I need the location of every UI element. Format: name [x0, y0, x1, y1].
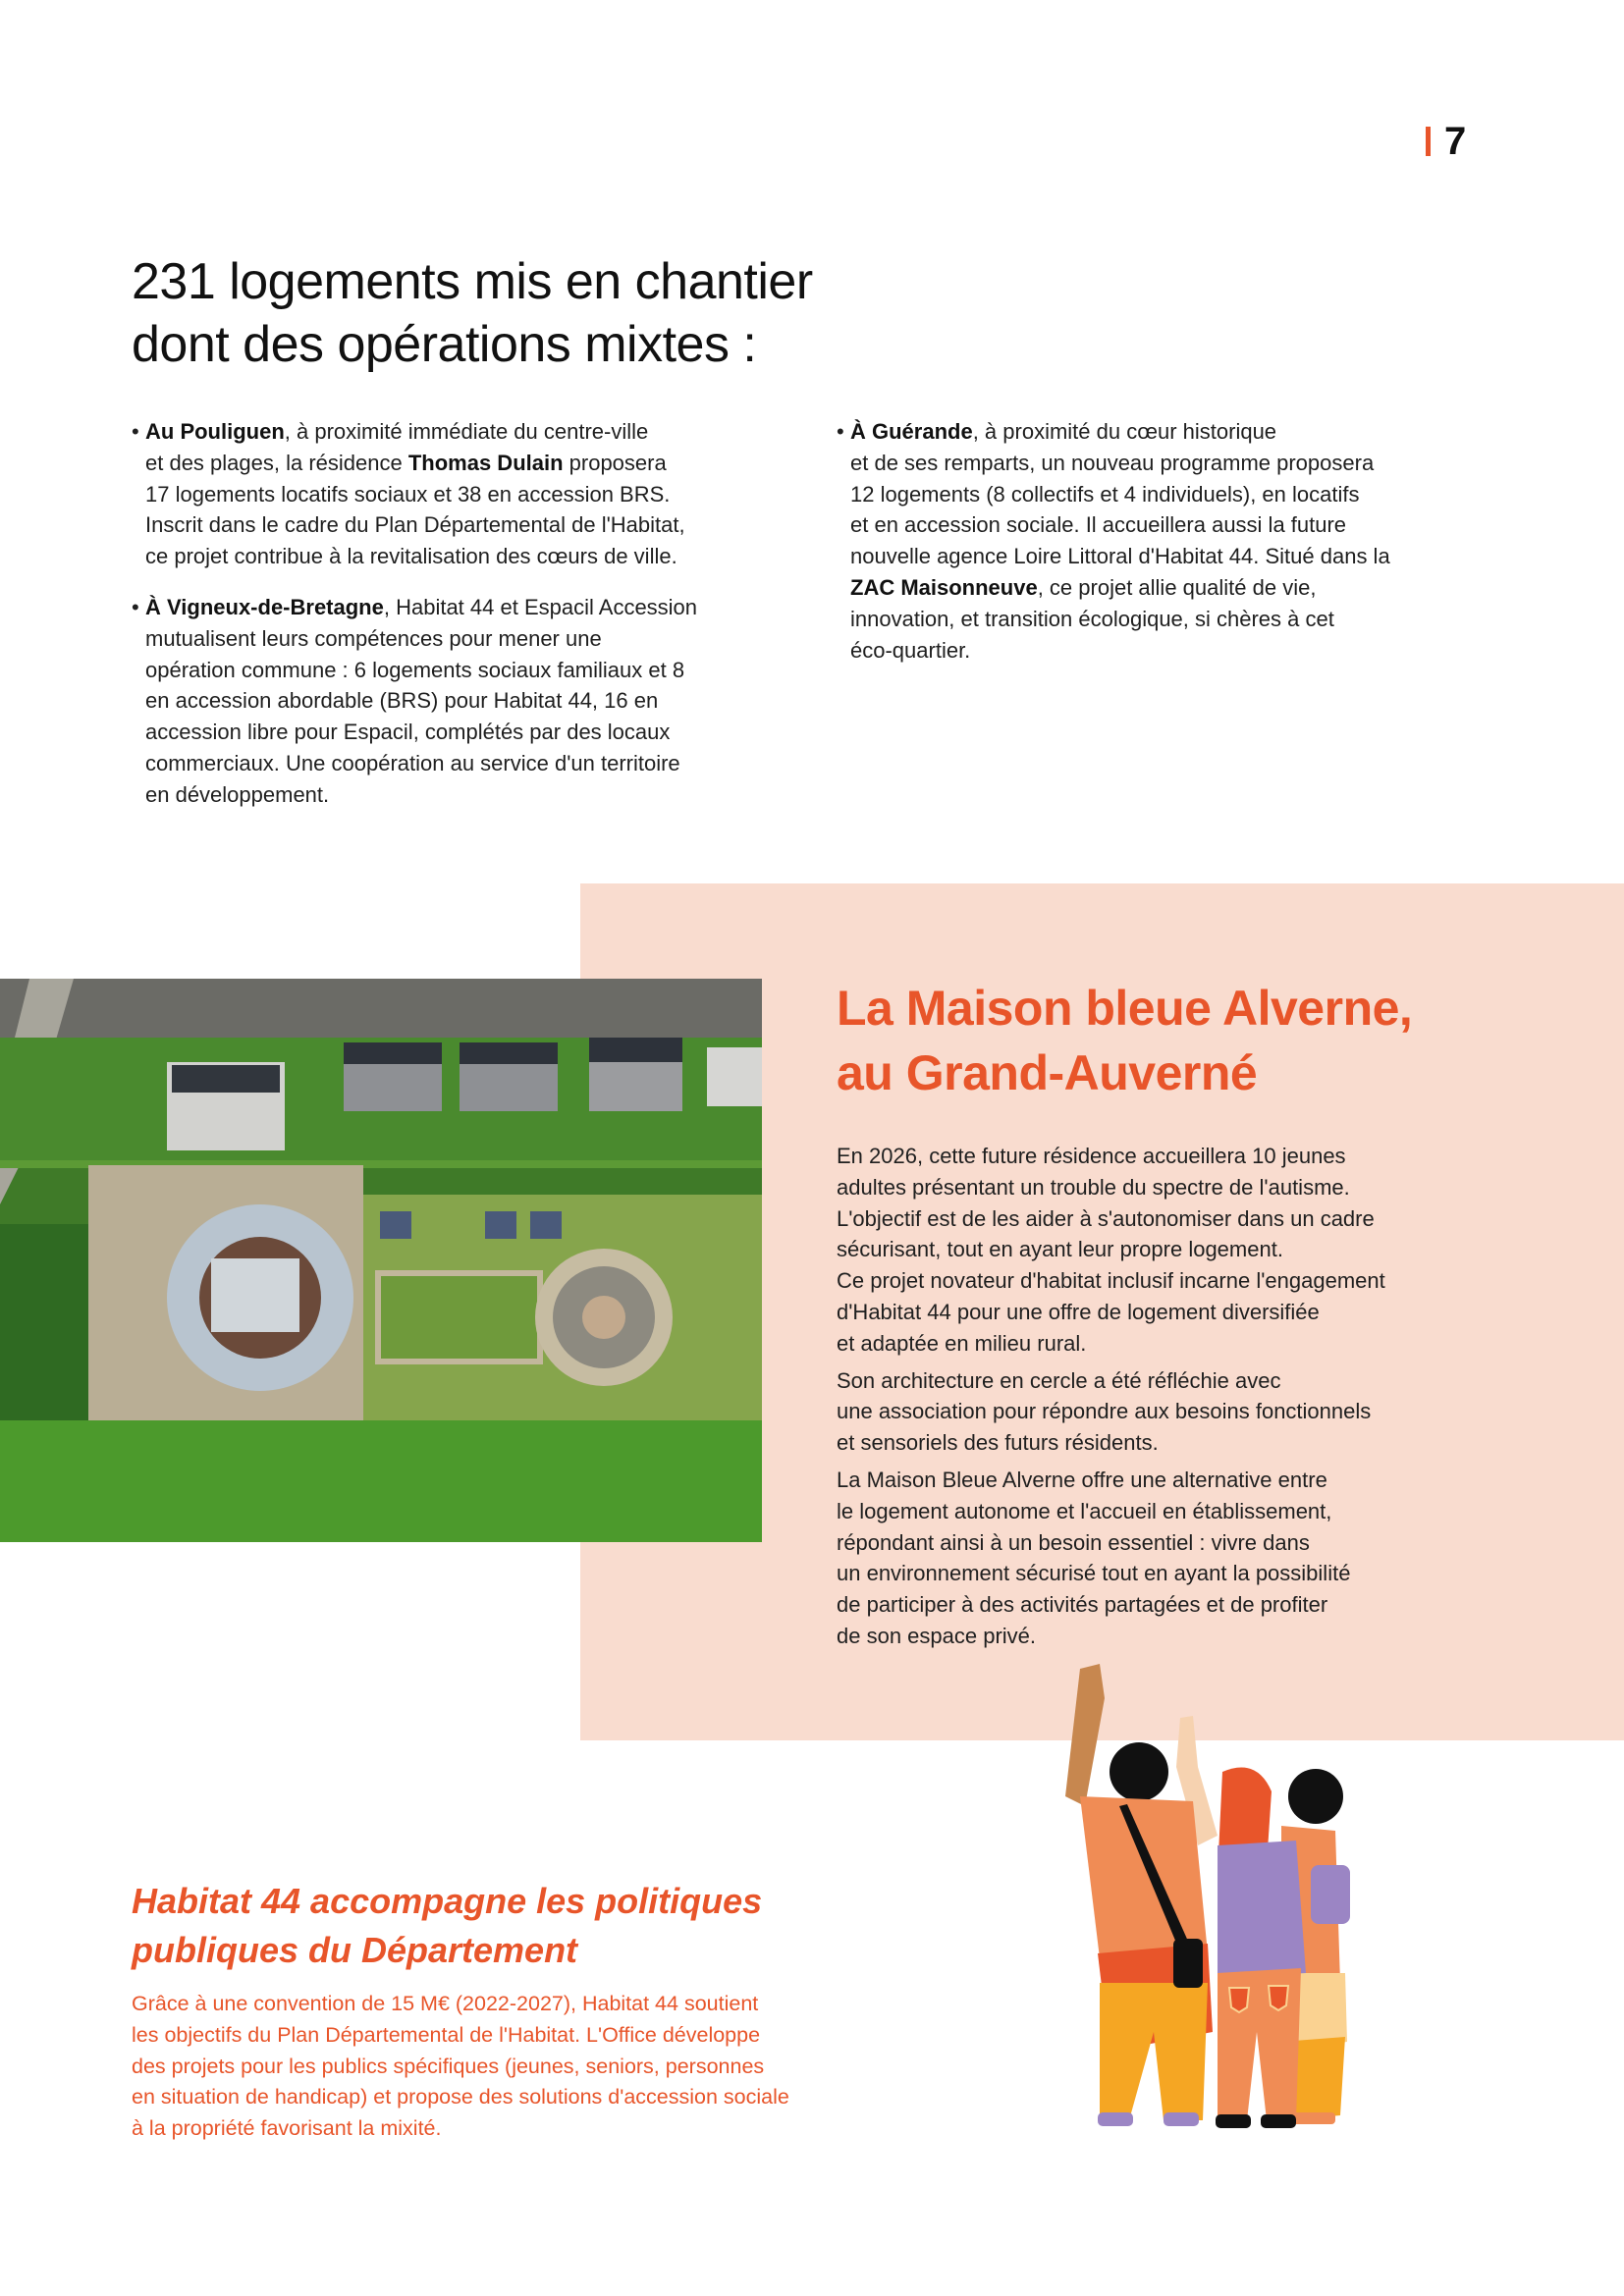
maison-line: de son espace privé.: [837, 1623, 1037, 1648]
bullet-dot: •: [132, 419, 139, 444]
bullet-line: [850, 479, 1475, 510]
department-line: à la propriété favorisant la mixité.: [132, 2116, 442, 2141]
bullet-text: opération commune : 6 logements sociaux familiaux et 8: [145, 657, 685, 682]
maison-line: le logement autonome et l'accueil en établissement,: [837, 1498, 1332, 1523]
bullet-item: [132, 416, 780, 572]
bullet-line: [850, 416, 1475, 448]
maison-line: L'objectif est de les aider à s'autonomiser dans un cadre: [837, 1205, 1375, 1231]
main-title-line: 231 logements mis en chantier: [132, 253, 813, 310]
bullet-line: [850, 509, 1475, 541]
bullet-text: en développement.: [145, 781, 330, 807]
department-line: Grâce à une convention de 15 M€ (2022-2027), Habitat 44 soutient: [132, 1992, 759, 2015]
maison-line: et sensoriels des futurs résidents.: [837, 1430, 1159, 1456]
department-line: des projets pour les publics spécifiques (jeunes, seniors, personnes: [132, 2054, 765, 2078]
bullet-line: [145, 509, 780, 541]
maison-line: La Maison Bleue Alverne offre une alternative entre: [837, 1467, 1327, 1492]
bullet-text: commerciaux. Une coopération au service d'un territoire: [145, 750, 680, 775]
bullet-dot: •: [837, 419, 844, 444]
left-column: [132, 416, 780, 830]
maison-line: et adaptée en milieu rural.: [837, 1330, 1087, 1356]
bullet-text: , Habitat 44 et Espacil Accession: [383, 594, 698, 619]
page-number: [1426, 122, 1466, 161]
bullet-line: [850, 604, 1475, 635]
department-line: en situation de handicap) et propose des solutions d'accession sociale: [132, 2085, 789, 2109]
bullet-text: et des plages, la résidence: [145, 450, 408, 475]
maison-title-line: au Grand-Auverné: [837, 1045, 1258, 1100]
aerial-photo: [0, 979, 762, 1542]
bullet-bold-text: Au Pouliguen: [145, 419, 285, 444]
maison-line: adultes présentant un trouble du spectre de l'autisme.: [837, 1174, 1350, 1200]
bullet-text: et de ses remparts, un nouveau programme proposera: [850, 450, 1375, 475]
bullet-text: en accession abordable (BRS) pour Habitat 44, 16 en: [145, 688, 659, 714]
maison-line: répondant ainsi à un besoin essentiel : vivre dans: [837, 1529, 1310, 1555]
department-title: [132, 1877, 762, 1975]
bullet-line: [145, 748, 780, 779]
maison-line: Ce projet novateur d'habitat inclusif incarne l'engagement: [837, 1268, 1385, 1294]
maison-title-line: La Maison bleue Alverne,: [837, 981, 1413, 1036]
bullet-line: [145, 685, 780, 717]
bullet-text: , à proximité immédiate du centre-ville: [284, 419, 649, 444]
bullet-line: [850, 448, 1475, 479]
bullet-text: 12 logements (8 collectifs et 4 individuels), en locatifs: [850, 481, 1360, 507]
maison-paragraph: [837, 1365, 1465, 1459]
maison-paragraph: [837, 1141, 1465, 1360]
department-title-line: Habitat 44 accompagne les politiques: [132, 1881, 763, 1921]
bullet-line: [145, 416, 780, 448]
bullet-line: [850, 541, 1475, 572]
bullet-text: 17 logements locatifs sociaux et 38 en accession BRS.: [145, 481, 671, 507]
waving-people-illustration: [1060, 1659, 1355, 2140]
bullet-bold-text: À Guérande: [850, 419, 973, 444]
maison-line: sécurisant, tout en ayant leur propre logement.: [837, 1237, 1283, 1262]
bullet-line: [145, 479, 780, 510]
bullet-text: , à proximité du cœur historique: [972, 419, 1277, 444]
bullet-text: Inscrit dans le cadre du Plan Départemental de l'Habitat,: [145, 512, 685, 538]
bullet-text: innovation, et transition écologique, si chères à cet: [850, 606, 1334, 631]
bullet-line: [145, 592, 780, 623]
bullet-line: [145, 448, 780, 479]
bullet-text: ce projet contribue à la revitalisation des cœurs de ville.: [145, 544, 677, 569]
maison-title: [837, 976, 1412, 1105]
bullet-line: [145, 541, 780, 572]
bullet-line: [145, 779, 780, 811]
page-number-value: 7: [1444, 120, 1467, 163]
page-number-accent-bar: [1426, 127, 1431, 156]
bullet-text: proposera: [563, 450, 667, 475]
department-description: [132, 1989, 789, 2145]
maison-line: Son architecture en cercle a été réfléchie avec: [837, 1367, 1281, 1393]
maison-line: d'Habitat 44 pour une offre de logement diversifiée: [837, 1299, 1320, 1324]
bullet-bold-text: ZAC Maisonneuve: [850, 574, 1038, 600]
department-title-line: publiques du Département: [132, 1930, 578, 1970]
bullet-text: accession libre pour Espacil, complétés par des locaux: [145, 720, 671, 745]
bullet-line: [145, 717, 780, 748]
maison-line: une association pour répondre aux besoins fonctionnels: [837, 1399, 1372, 1424]
bullet-text: , ce projet allie qualité de vie,: [1037, 574, 1317, 600]
maison-line: un environnement sécurisé tout en ayant la possibilité: [837, 1561, 1351, 1586]
main-title-line: dont des opérations mixtes :: [132, 316, 757, 373]
bullet-text: et en accession sociale. Il accueillera aussi la future: [850, 512, 1347, 538]
bullet-line: [145, 655, 780, 686]
maison-paragraph: [837, 1465, 1465, 1652]
maison-line: En 2026, cette future résidence accueillera 10 jeunes: [837, 1144, 1346, 1168]
bullet-dot: •: [132, 594, 139, 619]
bullet-bold-text: Thomas Dulain: [407, 450, 564, 475]
bullet-bold-text: À Vigneux-de-Bretagne: [145, 594, 384, 619]
maison-line: de participer à des activités partagées et de profiter: [837, 1592, 1328, 1618]
maison-description: [837, 1141, 1465, 1658]
department-line: les objectifs du Plan Départemental de l'Habitat. L'Office développe: [132, 2022, 761, 2047]
bullet-item: [837, 416, 1475, 666]
bullet-text: mutualisent leurs compétences pour mener une: [145, 625, 602, 651]
bullet-line: [850, 572, 1475, 604]
right-column: [837, 416, 1475, 685]
bullet-text: nouvelle agence Loire Littoral d'Habitat 44. Situé dans la: [850, 544, 1390, 569]
main-title: [132, 250, 813, 376]
bullet-item: [132, 592, 780, 811]
bullet-text: éco-quartier.: [850, 637, 971, 663]
bullet-line: [850, 635, 1475, 667]
bullet-line: [145, 623, 780, 655]
